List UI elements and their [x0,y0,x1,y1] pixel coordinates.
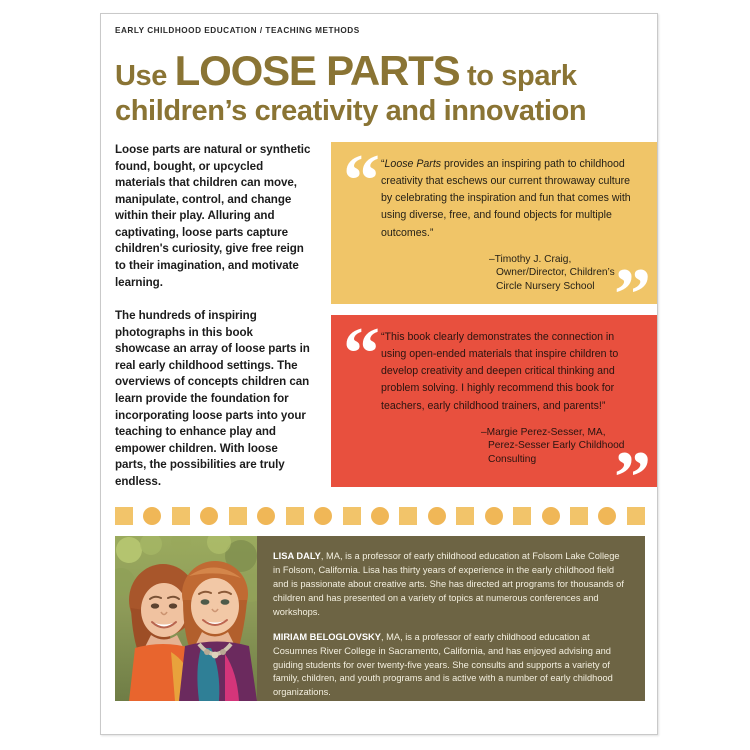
bio-miriam-beloglovsky [273,631,629,701]
divider-circle-shape [598,507,616,525]
divider-square-shape [627,507,645,525]
divider-circle-shape [371,507,389,525]
headline-line-1 [115,47,577,94]
attribution-org: Circle Nursery School [496,281,595,293]
testimonials-column [331,142,658,487]
divider-square-shape [229,507,247,525]
attribution-name: –Timothy J. Craig, [489,253,572,265]
quote-lead-mark: “ [381,157,385,170]
testimonial-craig-attribution [381,253,641,294]
divider-circle-shape [257,507,275,525]
headline-prefix: Use [115,60,175,92]
description-paragraph-2: The hundreds of inspiring photographs in this book showcase an array of loose parts in real early childhood settings. The overviews of concepts children can learn provide the foundation for incorporating loose parts into your teaching to enhance play and empower children. With loose parts, the possibilities are truly endless. [115,309,310,488]
decorative-shape-divider [115,505,645,527]
book-promo-page [100,13,658,735]
divider-square-shape [172,507,190,525]
divider-square-shape [343,507,361,525]
page-title [115,49,645,126]
divider-square-shape [570,507,588,525]
testimonial-perez-sesser [331,315,658,487]
headline-suffix: to spark [459,60,577,92]
quote-close-icon: ” [614,436,651,487]
quote-body: provides an inspiring path to childhood creativity that eschews our current throwaway culture by celebrating the inspiration and fun that comes with using diverse, free, and found objects for multiple outcomes.” [381,157,631,239]
authors-band [115,536,645,701]
testimonial-craig-text [381,156,641,242]
authors-photo [115,536,257,701]
divider-circle-shape [314,507,332,525]
description-column [115,142,311,491]
main-columns [115,141,651,494]
attribution-role: Perez-Sesser Early Childhood [488,440,625,452]
author-bios [257,536,645,701]
testimonial-perez-sesser-attribution [381,426,641,467]
testimonial-perez-sesser-text: “This book clearly demonstrates the connection in using open-ended materials that inspire children to develop creativity and deepen critical thinking and problem solving. I highly recommend this book for teachers, early childhood trainers, and parents!” [381,330,619,412]
quote-close-icon: ” [614,253,651,304]
headline-emphasis: LOOSE PARTS [174,47,460,94]
divider-circle-shape [485,507,503,525]
category-kicker: EARLY CHILDHOOD EDUCATION / TEACHING METHODS [115,26,360,35]
bio-name: MIRIAM BELOGLOVSKY [273,631,381,642]
testimonial-craig [331,142,658,304]
divider-square-shape [456,507,474,525]
divider-square-shape [399,507,417,525]
divider-square-shape [513,507,531,525]
divider-circle-shape [542,507,560,525]
authors-photo-illustration [115,536,257,701]
divider-square-shape [115,507,133,525]
bio-text: , MA, is a professor of early childhood education at Cosumnes River College in Sacramento, California, and has enjoyed advising and guiding students for over twenty-five years. She consults and supports a variety of family, children, and youth programs and is active with a number of early childhood organizations. [273,631,613,698]
divider-circle-shape [200,507,218,525]
book-title-italic: Loose Parts [384,157,442,170]
quote-open-icon: “ [343,314,380,395]
page-content [115,26,651,724]
divider-circle-shape [143,507,161,525]
quote-open-icon: “ [343,141,380,222]
description-paragraph-1: Loose parts are natural or synthetic found, bought, or upcycled materials that children can move, manipulate, control, and change within their play. Alluring and captivating, loose parts capture children's curiosity, give free reign to their imagination, and motivate learning. [115,142,311,289]
bio-text: , MA, is a professor of early childhood education at Folsom Lake College in Folsom, California. Lisa has thirty years of experience in the early childhood field and is passionate about creative arts. She has directed art programs for thousands of children and has presented on a variety of topics at numerous conferences and workshops. [273,550,624,617]
divider-circle-shape [428,507,446,525]
attribution-name: –Margie Perez-Sesser, MA, [481,426,606,438]
attribution-role: Owner/Director, Children’s [496,267,615,279]
bio-lisa-daly [273,550,629,620]
headline-line-2: children’s creativity and innovation [115,94,587,127]
bio-name: LISA DALY [273,550,321,561]
divider-square-shape [286,507,304,525]
attribution-org: Consulting [488,454,537,466]
